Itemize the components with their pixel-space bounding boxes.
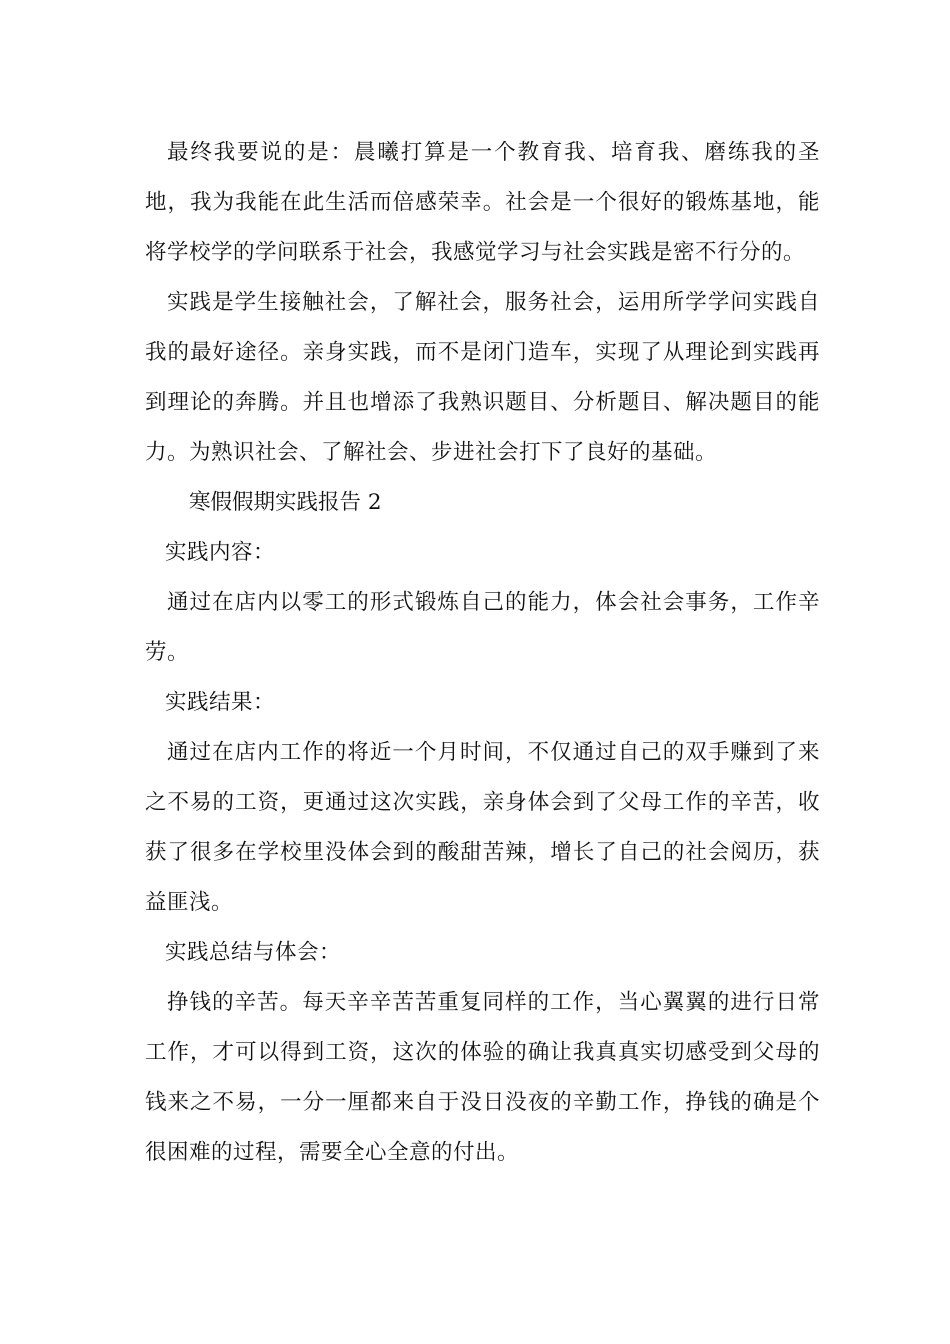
document-body [145, 128, 820, 1178]
paragraph-conclusion: 最终我要说的是：晨曦打算是一个教育我、培育我、磨练我的圣地，我为我能在此生活而倍感荣幸。社会是一个很好的锻炼基地，能将学校学的学问联系于社会，我感觉学习与社会实践是密不行分的。 [145, 140, 820, 265]
paragraph-practice-result: 通过在店内工作的将近一个月时间，不仅通过自己的双手赚到了来之不易的工资，更通过这次实践，亲身体会到了父母工作的辛苦，收获了很多在学校里没体会到的酸甜苦辣，增长了自己的社会阅历，获益匪浅。 [145, 740, 820, 915]
label-practice-content: 实践内容： [165, 540, 276, 565]
label-practice-result: 实践结果： [165, 690, 276, 715]
section-heading: 寒假假期实践报告 2 [189, 490, 382, 515]
paragraph-practice-value: 实践是学生接触社会，了解社会，服务社会，运用所学学问实践自我的最好途径。亲身实践，而不是闭门造车，实现了从理论到实践再到理论的奔腾。并且也增添了我熟识题目、分析题目、解决题目的能力。为熟识社会、了解社会、步进社会打下了良好的基础。 [145, 290, 820, 465]
paragraph-practice-content: 通过在店内以零工的形式锻炼自己的能力，体会社会事务，工作辛劳。 [145, 590, 820, 665]
label-summary: 实践总结与体会： [165, 940, 342, 965]
paragraph-summary: 挣钱的辛苦。每天辛辛苦苦重复同样的工作，当心翼翼的进行日常工作，才可以得到工资，这次的体验的确让我真真实切感受到父母的钱来之不易，一分一厘都来自于没日没夜的辛勤工作，挣钱的确是个很困难的过程，需要全心全意的付出。 [145, 990, 820, 1165]
